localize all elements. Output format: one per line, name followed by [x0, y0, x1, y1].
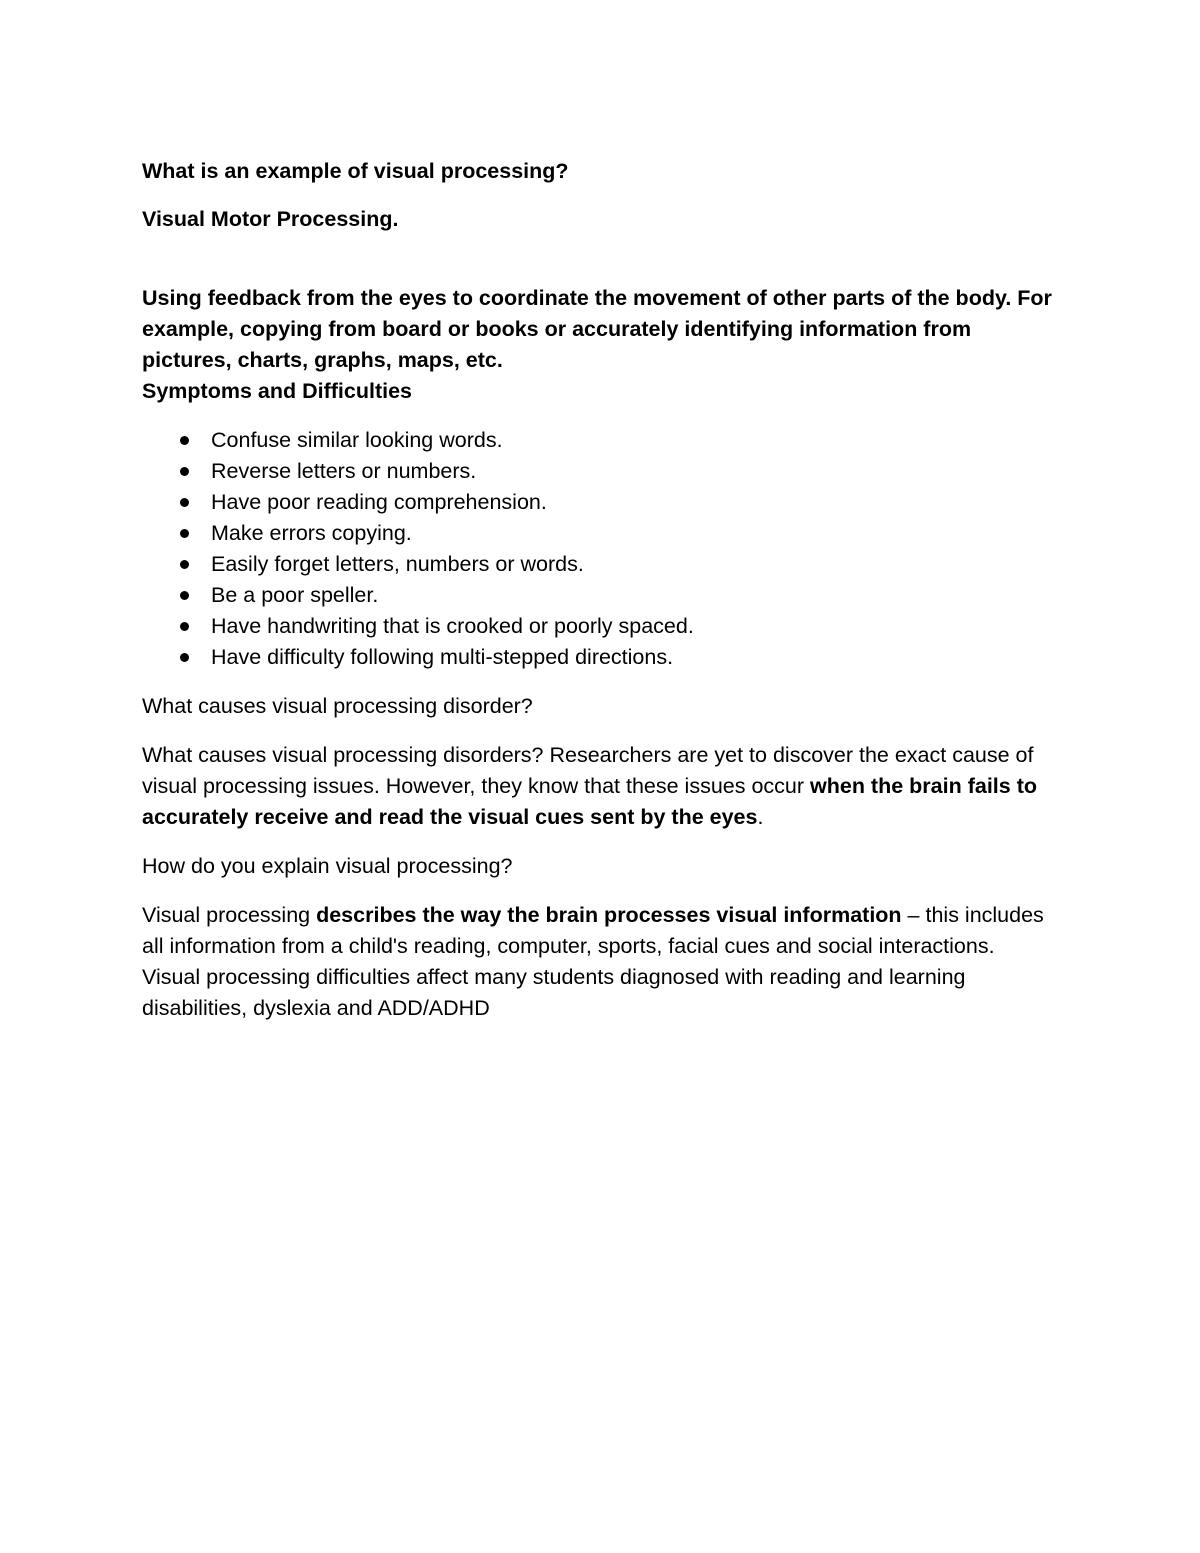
list-item	[142, 425, 1052, 456]
symptom-text: Have poor reading comprehension.	[211, 490, 547, 514]
bullet-icon	[180, 591, 189, 600]
answer-causes-end: .	[757, 805, 764, 829]
list-item	[142, 518, 1052, 549]
list-item	[142, 580, 1052, 611]
symptom-text: Be a poor speller.	[211, 583, 379, 607]
list-item	[142, 456, 1052, 487]
answer-explain-emphasis: describes the way the brain processes visual information	[316, 903, 902, 927]
answer-visual-motor-processing: Visual Motor Processing.	[142, 207, 399, 231]
symptom-text: Reverse letters or numbers.	[211, 459, 477, 483]
question-causes: What causes visual processing disorder?	[142, 694, 533, 718]
symptoms-heading: Symptoms and Difficulties	[142, 379, 412, 403]
bullet-icon	[180, 622, 189, 631]
bullet-icon	[180, 436, 189, 445]
visual-motor-definition: Using feedback from the eyes to coordinate the movement of other parts of the body. For example, copying from board or books or accurately identifying information from pictures, charts, graphs, maps, etc.	[142, 286, 1052, 372]
bullet-icon	[180, 467, 189, 476]
symptom-text: Have difficulty following multi-stepped directions.	[211, 645, 674, 669]
question-explain: How do you explain visual processing?	[142, 854, 513, 878]
answer-causes	[142, 740, 1052, 833]
bullet-icon	[180, 653, 189, 662]
list-item	[142, 487, 1052, 518]
bullet-icon	[180, 498, 189, 507]
answer-explain	[142, 900, 1052, 1024]
answer-causes-emphasis: when the brain fails to accurately receive and read the visual cues sent by the eyes	[142, 774, 1037, 829]
bullet-icon	[180, 529, 189, 538]
symptom-text: Easily forget letters, numbers or words.	[211, 552, 584, 576]
answer-causes-text: What causes visual processing disorders? Researchers are yet to discover the exact cause of visual processing issues. However, they know that these issues occur	[142, 743, 1034, 798]
answer-explain-start: Visual processing	[142, 903, 317, 927]
question-visual-processing-example: What is an example of visual processing?	[142, 159, 569, 183]
answer-explain-rest: – this includes all information from a child's reading, computer, sports, facial cues and social interactions. Visual processing difficulties affect many students diagnosed with reading and learning disabilities, dyslexia and ADD/ADHD	[142, 903, 1044, 1020]
document-body	[142, 156, 1052, 1024]
list-item	[142, 549, 1052, 580]
symptom-text: Have handwriting that is crooked or poorly spaced.	[211, 614, 694, 638]
symptom-text: Make errors copying.	[211, 521, 412, 545]
symptoms-list	[142, 425, 1052, 673]
symptom-text: Confuse similar looking words.	[211, 428, 503, 452]
list-item	[142, 611, 1052, 642]
bullet-icon	[180, 560, 189, 569]
list-item	[142, 642, 1052, 673]
